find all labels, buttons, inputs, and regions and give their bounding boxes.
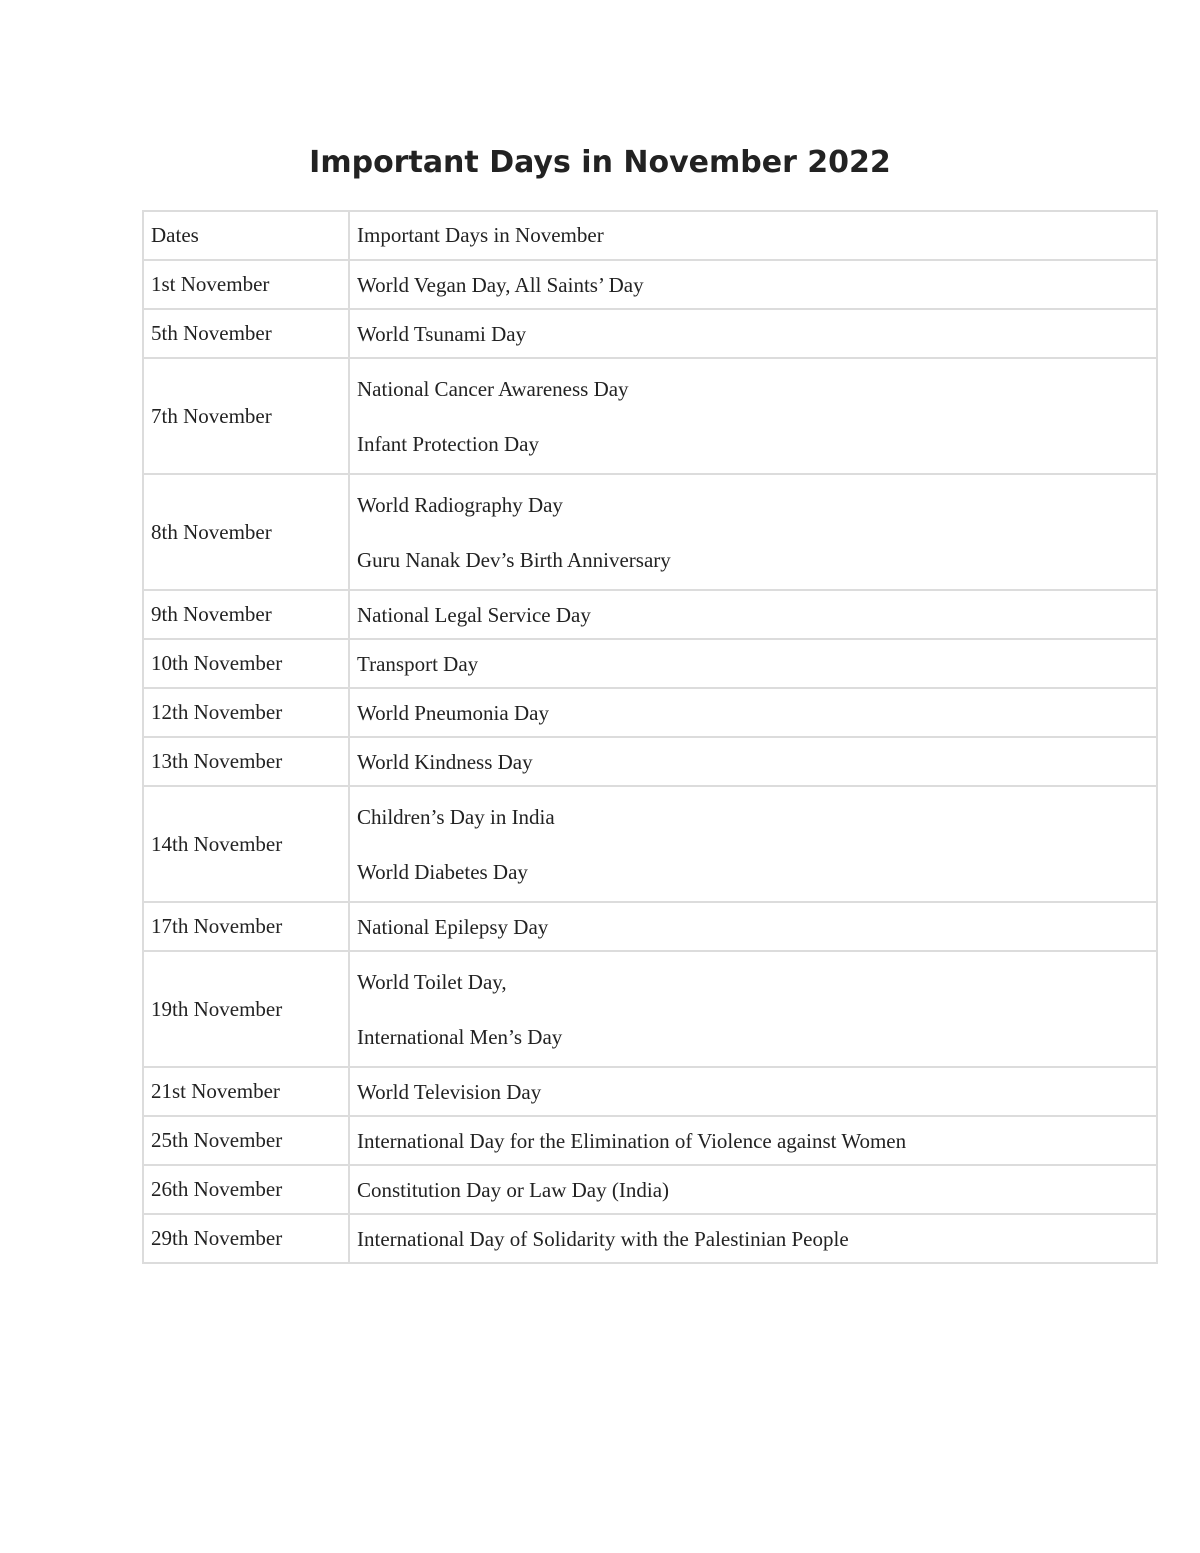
- event-name: World Diabetes Day: [357, 859, 528, 884]
- date-cell: 26th November: [143, 1165, 349, 1214]
- table-row: [143, 474, 1157, 590]
- event-name: National Epilepsy Day: [357, 914, 549, 939]
- event-cell: [349, 951, 1157, 1067]
- date-cell: 29th November: [143, 1214, 349, 1263]
- date-cell: 9th November: [143, 590, 349, 639]
- event-cell: [349, 1116, 1157, 1165]
- event-name: Children’s Day in India: [357, 804, 555, 829]
- table-row: [143, 1116, 1157, 1165]
- table-row: [143, 309, 1157, 358]
- header-important-days: Important Days in November: [349, 211, 1157, 260]
- date-cell: 5th November: [143, 309, 349, 358]
- date-cell: 10th November: [143, 639, 349, 688]
- event-cell: [349, 688, 1157, 737]
- event-name: National Legal Service Day: [357, 602, 591, 627]
- page-title: Important Days in November 2022: [309, 145, 891, 180]
- event-cell: [349, 590, 1157, 639]
- date-cell: 12th November: [143, 688, 349, 737]
- event-name: World Kindness Day: [357, 749, 533, 774]
- event-cell: [349, 1214, 1157, 1263]
- event-name: Guru Nanak Dev’s Birth Anniversary: [357, 547, 671, 572]
- date-cell: 17th November: [143, 902, 349, 951]
- table-row: [143, 1067, 1157, 1116]
- table-header-row: [143, 211, 1157, 260]
- date-cell: 21st November: [143, 1067, 349, 1116]
- event-name: World Toilet Day,: [357, 969, 507, 994]
- date-cell: 8th November: [143, 474, 349, 590]
- table-row: [143, 590, 1157, 639]
- event-name: Constitution Day or Law Day (India): [357, 1177, 670, 1202]
- event-name: Transport Day: [357, 651, 479, 676]
- event-name: World Tsunami Day: [357, 321, 527, 346]
- table-row: [143, 260, 1157, 309]
- event-name: International Day of Solidarity with the Palestinian People: [357, 1226, 849, 1251]
- event-name: World Vegan Day, All Saints’ Day: [357, 272, 644, 297]
- event-cell: [349, 786, 1157, 902]
- event-cell: [349, 902, 1157, 951]
- table-row: [143, 639, 1157, 688]
- event-cell: [349, 309, 1157, 358]
- table-row: [143, 737, 1157, 786]
- table-row: [143, 1165, 1157, 1214]
- event-cell: [349, 358, 1157, 474]
- table-row: [143, 786, 1157, 902]
- event-cell: [349, 1067, 1157, 1116]
- event-cell: [349, 639, 1157, 688]
- table-row: [143, 1214, 1157, 1263]
- event-name: World Pneumonia Day: [357, 700, 549, 725]
- event-cell: [349, 474, 1157, 590]
- table-row: [143, 951, 1157, 1067]
- table-row: [143, 688, 1157, 737]
- date-cell: 25th November: [143, 1116, 349, 1165]
- date-cell: 14th November: [143, 786, 349, 902]
- event-name: World Television Day: [357, 1079, 542, 1104]
- header-dates: Dates: [143, 211, 349, 260]
- event-cell: [349, 737, 1157, 786]
- event-name: International Men’s Day: [357, 1024, 563, 1049]
- table-row: [143, 902, 1157, 951]
- event-name: World Radiography Day: [357, 492, 563, 517]
- event-name: Infant Protection Day: [357, 431, 539, 456]
- event-cell: [349, 260, 1157, 309]
- date-cell: 13th November: [143, 737, 349, 786]
- event-cell: [349, 1165, 1157, 1214]
- date-cell: 1st November: [143, 260, 349, 309]
- event-name: National Cancer Awareness Day: [357, 376, 629, 401]
- table-row: [143, 358, 1157, 474]
- date-cell: 7th November: [143, 358, 349, 474]
- important-days-table: [142, 210, 1158, 1264]
- date-cell: 19th November: [143, 951, 349, 1067]
- event-name: International Day for the Elimination of Violence against Women: [357, 1128, 907, 1153]
